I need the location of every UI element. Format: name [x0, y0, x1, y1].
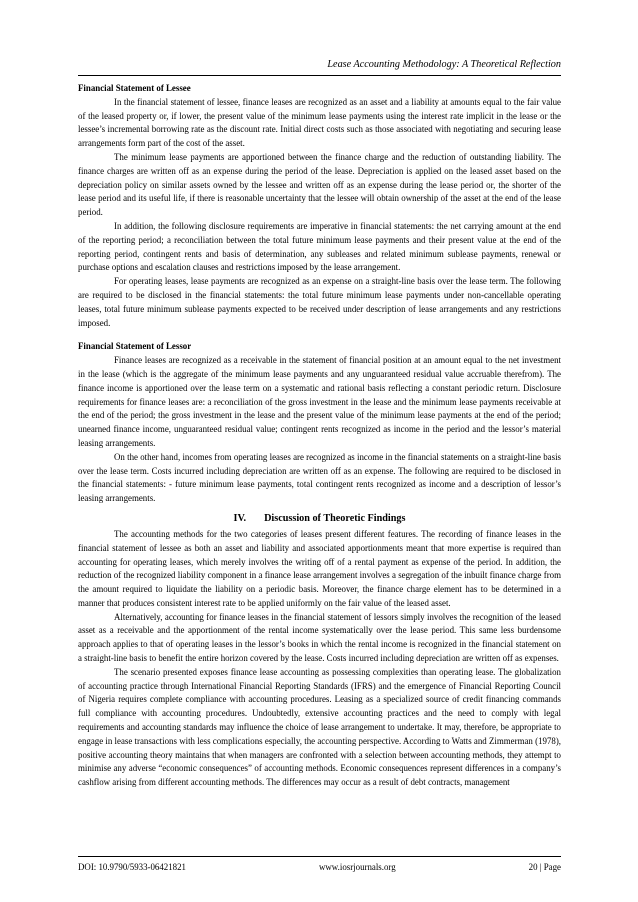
part-number: IV. [233, 512, 247, 524]
paragraph: Alternatively, accounting for finance leases in the financial statement of lessors simply involves the recognition of the leased asset as a receivable and the apportionment of the rental income systematically over the lease period. This same less burdensome approach applies to that of operating leases in the lessor’s books in which the rental income is recognized in the financial statement on a straight-line basis to benefit the entire horizon covered by the lease. Costs incurred including depreciation are written off as expenses. [78, 611, 561, 664]
paragraph: On the other hand, incomes from operating leases are recognized as income in the financial statements on a straight-line basis over the lease term. Costs incurred including depreciation are written off as an expense. The following are required to be disclosed in the financial statements: - future minimum lease payments, total contingent rents recognized as income and a description of lessor’s leasing arrangements. [78, 451, 561, 504]
paragraph: The minimum lease payments are apportioned between the finance charge and the reduction of outstanding liability. The finance charges are written off as an expense during the period of the lease. Depreciation is applied on the leased asset based on the depreciation policy on similar assets owned by the lessee and written off as an expense during the lease period or, the shorter of the lease period and its useful life, if there is reasonable uncertainty that the lessee will obtain ownership of the asset at the end of the lease period. [78, 151, 561, 218]
part-heading [78, 512, 561, 526]
page-footer [78, 856, 561, 873]
section-heading-lessor: Financial Statement of Lessor [78, 341, 192, 352]
section-heading-lessee: Financial Statement of Lessee [78, 83, 191, 93]
paragraph: In addition, the following disclosure requirements are imperative in financial statements: the net carrying amount at the end of the reporting period; a reconciliation between the total future minimum lease payments and their present value at the end of the reporting period, contingent rents and basis of determination, any subleases and related minimum sublease payments, renewal or purchase options and escalation clauses and restrictions imposed by the lease arrangement. [78, 220, 561, 273]
running-head: Lease Accounting Methodology: A Theoretical Reflection [327, 59, 561, 70]
footer-rule [78, 856, 561, 857]
document-body [78, 82, 561, 790]
paragraph: In the financial statement of lessee, finance leases are recognized as an asset and a liability at amounts equal to the fair value of the leased property or, if lower, the present value of the minimum lease payments using the interest rate implicit in the lease or the lessee’s incremental borrowing rate as the discount rate. Initial direct costs such as those associated with negotiating and securing lease arrangements form part of the cost of the asset. [78, 96, 561, 149]
part-title: Discussion of Theoretic Findings [264, 512, 406, 524]
paragraph: The accounting methods for the two categories of leases present different features. The recording of finance leases in the financial statement of lessee as both an asset and liability and associated apportionments meant that more expertise is required than accounting for operating leases, which merely involves the writing off of a rental payment as expense of the period. In addition, the reduction of the recognized liability component in a finance lease arrangement involves a segregation of the inbuilt finance charge from the amount required to liquidate the liability on a periodic basis. Moreover, the finance charge element has to be determined in a manner that produces consistent interest rate to be applied uniformly on the fair value of the leased asset. [78, 528, 561, 608]
doi-text: DOI: 10.9790/5933-06421821 [78, 862, 186, 872]
header-rule [78, 75, 561, 76]
page-content [78, 58, 561, 790]
journal-link[interactable]: www.iosrjournals.org [318, 862, 396, 872]
paragraph: Finance leases are recognized as a receivable in the statement of financial position at an amount equal to the net investment in the lease (which is the aggregate of the minimum lease payments and any unguaranteed residual value accruable therefrom). The finance income is apportioned over the lease term on a systematic and rational basis reflecting a constant periodic return. Disclosure requirements for finance leases are: a reconciliation of the gross investment in the lease and the minimum lease payments receivable at the end of the period; the gross investment in the lease and the present value of the minimum lease payments at the end of the period; unearned finance income, unguaranteed residual value; contingent rents recognized as income in the period and the lessor’s material leasing arrangements. [78, 355, 561, 448]
paragraph: The scenario presented exposes finance lease accounting as possessing complexities than operating lease. The globalization of accounting practice through International Financial Reporting Standards (IFRS) and the emergence of Financial Reporting Council of Nigeria requires complete compliance with accounting procedures. Leasing as a specialized source of credit financing commands full compliance with accounting procedures. Undoubtedly, extensive accounting practices and the need to comply with legal requirements and accounting standards may influence the choice of lease arrangement to undertake. It may, therefore, be appropriate to engage in lease transactions with less complications especially, the accounting perspective. According to Watts and Zimmerman (1978), positive accounting theory maintains that when managers are confronted with a selection between accounting methods, they attempt to minimise any adverse “economic consequences” of accounting methods. Economic consequences represent differences in a company’s cashflow arising from different accounting methods. The differences may occur as a result of debt contracts, management [78, 666, 561, 788]
page-number: 20 | Page [528, 862, 561, 872]
paragraph: For operating leases, lease payments are recognized as an expense on a straight-line basis over the lease term. The following are required to be disclosed in the financial statements: the total future minimum lease payments under non-cancellable operating leases, total future minimum sublease payments expected to be received under description of lease arrangements and any restrictions imposed. [78, 276, 561, 328]
